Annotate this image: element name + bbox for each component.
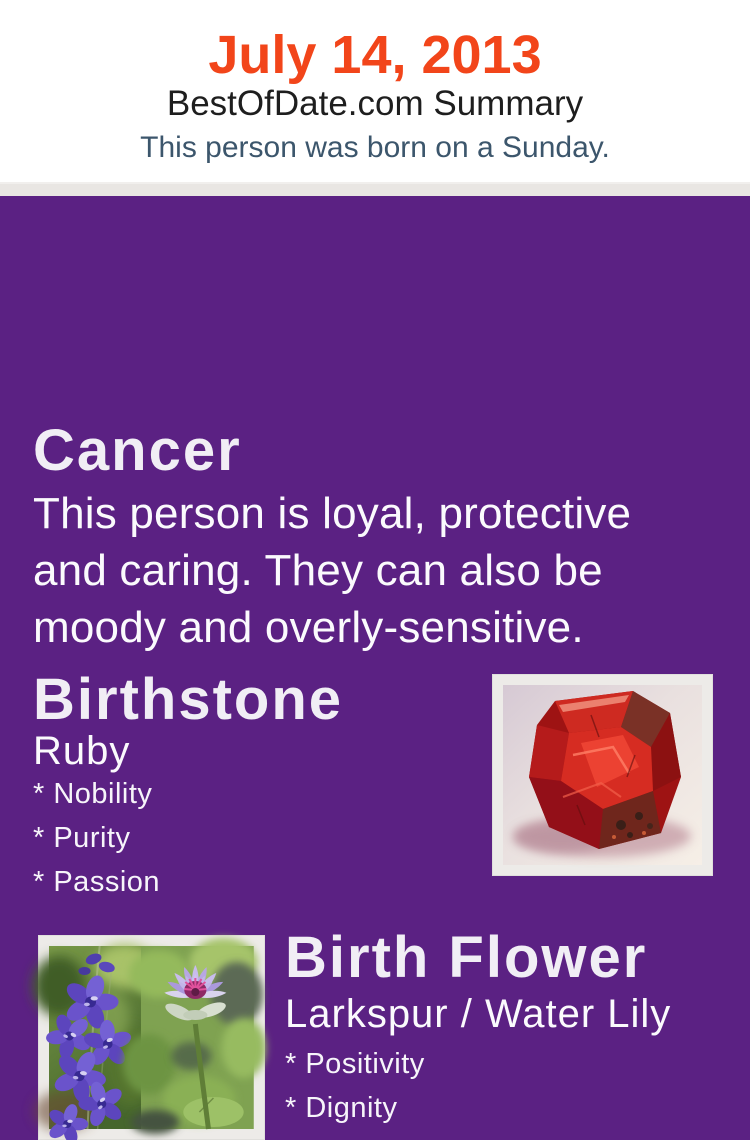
birthstone-trait: * Passion [33,866,161,898]
main-content [0,196,750,1124]
birthstone-trait: * Purity [33,822,131,854]
birth-flower-trait: * Dignity [285,1092,398,1124]
birthstone-heading: Birthstone [33,667,343,732]
birth-flower-trait: * Positivity [285,1048,425,1080]
water-lily-photo [141,946,254,1129]
header [0,0,750,182]
birthstone-name: Ruby [33,729,131,773]
weekday-line: This person was born on a Sunday. [140,131,610,164]
birthstone-trait: * Nobility [33,778,153,810]
ruby-photo-frame [492,674,713,876]
zodiac-sign-title: Cancer [33,418,242,483]
site-summary-line: BestOfDate.com Summary [166,84,584,123]
birth-flower-name: Larkspur / Water Lily [285,992,672,1036]
zodiac-description: This person is loyal, protective and caring. They can also be moody and overly-sensitive. [33,489,632,652]
ruby-gemstone-photo [503,685,702,865]
birth-flower-photo-frame [38,935,265,1140]
birthstone-trait-list [33,772,160,904]
birth-flower-trait-list [285,1042,425,1130]
page-title-date: July 14, 2013 [208,25,542,85]
birth-flower-heading: Birth Flower [285,925,648,990]
larkspur-photo [49,946,141,1129]
ruby-gem-shape [529,691,681,849]
header-divider [0,182,750,196]
